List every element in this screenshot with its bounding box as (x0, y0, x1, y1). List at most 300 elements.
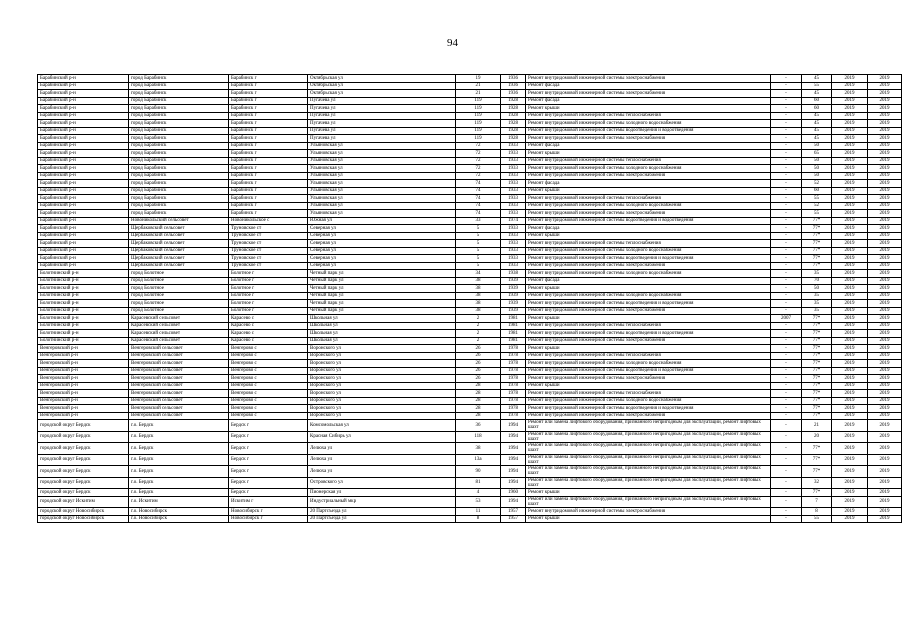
cell-municipality: Карасевский сельсовет (129, 315, 229, 323)
cell-col10: 2019 (832, 431, 868, 443)
cell-municipality: город Болотное (129, 285, 229, 293)
cell-col11: 2019 (868, 337, 902, 345)
cell-year: 1978 (501, 405, 526, 413)
cell-col9: 50 (802, 165, 832, 173)
cell-district: городской округ Новосибирск (38, 508, 129, 516)
cell-street: Островского ул (308, 477, 456, 489)
cell-col10: 2019 (832, 315, 868, 323)
cell-col10: 2019 (832, 255, 868, 263)
cell-col8: - (771, 202, 802, 210)
cell-work-type: Ремонт или замена лифтового оборудования, признанного непригодным для эксплуатации, ремонт лифтовых шахт (526, 477, 771, 489)
cell-col10: 2019 (832, 90, 868, 98)
cell-work-type: Ремонт внутридомовой инженерной системы водоотведения и водоотведения (526, 127, 771, 135)
cell-settlement: Труновское ст (229, 232, 308, 240)
cell-municipality: город Барабинск (129, 82, 229, 90)
cell-col10: 2019 (832, 352, 868, 360)
table-row (38, 382, 902, 390)
cell-settlement: Барабинск г (229, 180, 308, 188)
cell-municipality: Карасевский сельсовет (129, 337, 229, 345)
cell-year: 1933 (501, 232, 526, 240)
cell-col11: 2019 (868, 232, 902, 240)
cell-year: 1933 (501, 165, 526, 173)
cell-district: Венгеровский р-н (38, 360, 129, 368)
table-row (38, 420, 902, 432)
cell-col8: - (771, 157, 802, 165)
table-row (38, 195, 902, 203)
cell-street: 20 Партсъезда ул (308, 515, 456, 523)
cell-col10: 2019 (832, 247, 868, 255)
cell-street: Октябрьская ул (308, 82, 456, 90)
cell-municipality: город Болотное (129, 277, 229, 285)
cell-street: Воронского ул (308, 367, 456, 375)
cell-col8: - (771, 75, 802, 83)
cell-district: Барабинский р-н (38, 120, 129, 128)
cell-street: Воронского ул (308, 397, 456, 405)
table-row (38, 225, 902, 233)
cell-col11: 2019 (868, 508, 902, 516)
cell-settlement: Венгерово с (229, 375, 308, 383)
cell-municipality: город Барабинск (129, 195, 229, 203)
cell-house: 34 (456, 270, 501, 278)
cell-col11: 2019 (868, 277, 902, 285)
cell-col8: - (771, 431, 802, 443)
cell-house: 33 (456, 217, 501, 225)
cell-col8: - (771, 240, 802, 248)
cell-col11: 2019 (868, 300, 902, 308)
cell-col9: 77* (802, 397, 832, 405)
cell-district: Барабинский р-н (38, 142, 129, 150)
cell-settlement: Труновское ст (229, 240, 308, 248)
cell-street: Ульяновская ул (308, 150, 456, 158)
cell-settlement: Карасево с (229, 315, 308, 323)
cell-work-type: Ремонт или замена лифтового оборудования, признанного непригодным для эксплуатации, ремонт лифтовых шахт (526, 454, 771, 466)
cell-house: 21 (456, 82, 501, 90)
cell-work-type: Ремонт внутридомовой инженерной системы холодного водоснабжения (526, 292, 771, 300)
cell-street: Северная ул (308, 255, 456, 263)
cell-work-type: Ремонт крыши (526, 345, 771, 353)
table-row (38, 97, 902, 105)
table-row (38, 322, 902, 330)
cell-col11: 2019 (868, 150, 902, 158)
cell-district: Барабинский р-н (38, 240, 129, 248)
cell-col8: - (771, 270, 802, 278)
cell-house: 28 (456, 397, 501, 405)
cell-work-type: Ремонт внутридомовой инженерной системы водоотведения и водоотведения (526, 255, 771, 263)
table-row (38, 112, 902, 120)
cell-col8: - (771, 292, 802, 300)
cell-house: 74 (456, 180, 501, 188)
cell-street: Воронского ул (308, 375, 456, 383)
table-row (38, 466, 902, 478)
cell-house: 74 (456, 195, 501, 203)
cell-work-type: Ремонт фасада (526, 97, 771, 105)
cell-work-type: Ремонт внутридомовой инженерной системы электроснабжения (526, 375, 771, 383)
cell-year: 1994 (501, 420, 526, 432)
cell-district: городской округ Бердск (38, 466, 129, 478)
cell-col10: 2019 (832, 360, 868, 368)
cell-district: Венгеровский р-н (38, 367, 129, 375)
cell-col9: 50 (802, 285, 832, 293)
cell-col11: 2019 (868, 172, 902, 180)
cell-municipality: город Барабинск (129, 142, 229, 150)
table-row (38, 397, 902, 405)
cell-district: Барабинский р-н (38, 232, 129, 240)
cell-col9: 52 (802, 180, 832, 188)
cell-col11: 2019 (868, 382, 902, 390)
cell-work-type: Ремонт внутридомовой инженерной системы теплоснабжения (526, 322, 771, 330)
cell-house: 28 (456, 405, 501, 413)
cell-settlement: Венгерово с (229, 345, 308, 353)
cell-col11: 2019 (868, 157, 902, 165)
cell-year: 1928 (501, 97, 526, 105)
cell-col9: 77* (802, 232, 832, 240)
cell-col10: 2019 (832, 172, 868, 180)
cell-house: 38 (456, 443, 501, 455)
cell-district: Болотнинский р-н (38, 292, 129, 300)
cell-street: Ульяновская ул (308, 180, 456, 188)
cell-col10: 2019 (832, 337, 868, 345)
cell-col9: 45 (802, 120, 832, 128)
cell-year: 1933 (501, 180, 526, 188)
cell-work-type: Ремонт внутридомовой инженерной системы электроснабжения (526, 508, 771, 516)
cell-work-type: Ремонт крыши (526, 150, 771, 158)
cell-district: Барабинский р-н (38, 262, 129, 270)
cell-settlement: Болотное г (229, 307, 308, 315)
cell-year: 1939 (501, 292, 526, 300)
cell-district: Барабинский р-н (38, 210, 129, 218)
cell-work-type: Ремонт крыши (526, 489, 771, 497)
cell-col9: 77* (802, 412, 832, 420)
cell-col11: 2019 (868, 225, 902, 233)
cell-col8: - (771, 120, 802, 128)
table-row (38, 262, 902, 270)
cell-work-type: Ремонт внутридомовой инженерной системы электроснабжения (526, 172, 771, 180)
cell-house: 2 (456, 322, 501, 330)
cell-col9: 77* (802, 345, 832, 353)
cell-col11: 2019 (868, 443, 902, 455)
cell-col11: 2019 (868, 247, 902, 255)
cell-col8: - (771, 82, 802, 90)
cell-house: 119 (456, 97, 501, 105)
cell-district: Венгеровский р-н (38, 405, 129, 413)
cell-col11: 2019 (868, 165, 902, 173)
cell-district: городской округ Новосибирск (38, 515, 129, 523)
cell-year: 1933 (501, 150, 526, 158)
cell-col8: - (771, 443, 802, 455)
cell-work-type: Ремонт внутридомовой инженерной системы электроснабжения (526, 262, 771, 270)
cell-col10: 2019 (832, 195, 868, 203)
cell-col10: 2019 (832, 210, 868, 218)
cell-district: Барабинский р-н (38, 82, 129, 90)
cell-col9: 21 (802, 420, 832, 432)
cell-street: Ульяновская ул (308, 172, 456, 180)
cell-work-type: Ремонт внутридомовой инженерной системы холодного водоснабжения (526, 202, 771, 210)
cell-district: Барабинский р-н (38, 225, 129, 233)
cell-settlement: Барабинск г (229, 157, 308, 165)
cell-col10: 2019 (832, 270, 868, 278)
cell-district: Болотнинский р-н (38, 270, 129, 278)
cell-house: 28 (456, 412, 501, 420)
cell-municipality: город Барабинск (129, 150, 229, 158)
cell-col11: 2019 (868, 195, 902, 203)
cell-work-type: Ремонт фасада (526, 277, 771, 285)
cell-house: 5 (456, 262, 501, 270)
cell-year: 1933 (501, 240, 526, 248)
cell-col10: 2019 (832, 345, 868, 353)
cell-col9: 77* (802, 322, 832, 330)
cell-house: 26 (456, 367, 501, 375)
cell-municipality: Венгеровский сельсовет (129, 345, 229, 353)
cell-year: 1933 (501, 172, 526, 180)
cell-year: 1933 (501, 157, 526, 165)
cell-house: 74 (456, 187, 501, 195)
cell-col9: 60 (802, 97, 832, 105)
cell-col11: 2019 (868, 477, 902, 489)
cell-settlement: Венгерово с (229, 352, 308, 360)
cell-street: Ульяновская ул (308, 195, 456, 203)
cell-year: 1978 (501, 412, 526, 420)
cell-municipality: г.о. Бердск (129, 466, 229, 478)
cell-year: 1978 (501, 382, 526, 390)
cell-district: Барабинский р-н (38, 97, 129, 105)
cell-year: 1939 (501, 307, 526, 315)
cell-district: Барабинский р-н (38, 247, 129, 255)
cell-col9: 45 (802, 112, 832, 120)
cell-settlement: Труновское ст (229, 225, 308, 233)
cell-year: 1928 (501, 120, 526, 128)
cell-col8: - (771, 97, 802, 105)
cell-work-type: Ремонт внутридомовой инженерной системы электроснабжения (526, 337, 771, 345)
cell-district: Болотнинский р-н (38, 330, 129, 338)
cell-street: Ульяновская ул (308, 210, 456, 218)
cell-house: 72 (456, 172, 501, 180)
cell-col11: 2019 (868, 397, 902, 405)
cell-municipality: город Барабинск (129, 165, 229, 173)
cell-col8: - (771, 90, 802, 98)
cell-col9: 55 (802, 210, 832, 218)
cell-street: Четный парк ул (308, 277, 456, 285)
cell-col8: - (771, 247, 802, 255)
cell-col11: 2019 (868, 120, 902, 128)
table-row (38, 90, 902, 98)
cell-municipality: г.о. Бердск (129, 420, 229, 432)
cell-district: Венгеровский р-н (38, 352, 129, 360)
cell-district: городской округ Бердск (38, 443, 129, 455)
cell-year: 1978 (501, 390, 526, 398)
cell-district: Болотнинский р-н (38, 285, 129, 293)
cell-col10: 2019 (832, 232, 868, 240)
cell-district: городской округ Бердск (38, 477, 129, 489)
table-row (38, 477, 902, 489)
cell-year: 1933 (501, 202, 526, 210)
table-row (38, 217, 902, 225)
cell-district: Барабинский р-н (38, 180, 129, 188)
cell-year: 1960 (501, 489, 526, 497)
cell-work-type: Ремонт крыши (526, 105, 771, 113)
cell-work-type: Ремонт внутридомовой инженерной системы холодного водоснабжения (526, 120, 771, 128)
cell-settlement: Болотное г (229, 292, 308, 300)
cell-house: 28 (456, 382, 501, 390)
cell-district: городской округ Бердск (38, 489, 129, 497)
table-row (38, 390, 902, 398)
cell-col8: - (771, 112, 802, 120)
cell-col8: - (771, 142, 802, 150)
cell-col8: - (771, 420, 802, 432)
cell-district: Барабинский р-н (38, 105, 129, 113)
cell-year: 1978 (501, 352, 526, 360)
cell-year: 1928 (501, 127, 526, 135)
cell-col8: - (771, 285, 802, 293)
cell-municipality: город Болотное (129, 292, 229, 300)
table-row (38, 135, 902, 143)
cell-work-type: Ремонт крыши (526, 285, 771, 293)
cell-district: Болотнинский р-н (38, 322, 129, 330)
cell-col11: 2019 (868, 142, 902, 150)
table-row (38, 232, 902, 240)
cell-settlement: Карасево с (229, 337, 308, 345)
cell-col9: 77* (802, 405, 832, 413)
table-row (38, 431, 902, 443)
cell-col11: 2019 (868, 496, 902, 508)
cell-district: Барабинский р-н (38, 112, 129, 120)
cell-district: Барабинский р-н (38, 195, 129, 203)
cell-street: Лелюха ул (308, 466, 456, 478)
table-row (38, 285, 902, 293)
cell-col8: - (771, 195, 802, 203)
cell-col9: 77* (802, 382, 832, 390)
cell-col8: - (771, 375, 802, 383)
cell-district: Барабинский р-н (38, 217, 129, 225)
cell-work-type: Ремонт крыши (526, 515, 771, 523)
cell-col10: 2019 (832, 135, 868, 143)
cell-district: Венгеровский р-н (38, 345, 129, 353)
cell-col8: - (771, 352, 802, 360)
cell-work-type: Ремонт фасада (526, 82, 771, 90)
cell-col8: - (771, 232, 802, 240)
cell-district: городской округ Бердск (38, 420, 129, 432)
table-row (38, 247, 902, 255)
cell-street: Ульяновская ул (308, 142, 456, 150)
cell-col11: 2019 (868, 345, 902, 353)
cell-col8: - (771, 345, 802, 353)
cell-street: Пугачева ул (308, 112, 456, 120)
cell-col11: 2019 (868, 270, 902, 278)
cell-year: 1978 (501, 367, 526, 375)
cell-street: Четный парк ул (308, 300, 456, 308)
cell-municipality: Венгеровский сельсовет (129, 397, 229, 405)
cell-col10: 2019 (832, 397, 868, 405)
cell-municipality: Карасевский сельсовет (129, 330, 229, 338)
cell-work-type: Ремонт внутридомовой инженерной системы водоотведения и водоотведения (526, 367, 771, 375)
cell-street: Северная ул (308, 240, 456, 248)
cell-work-type: Ремонт внутридомовой инженерной системы холодного водоснабжения (526, 247, 771, 255)
cell-municipality: город Болотное (129, 307, 229, 315)
cell-street: Воронского ул (308, 412, 456, 420)
cell-district: Венгеровский р-н (38, 397, 129, 405)
cell-year: 1974 (501, 217, 526, 225)
cell-municipality: город Барабинск (129, 97, 229, 105)
cell-street: Школьная ул (308, 315, 456, 323)
cell-house: 11 (456, 508, 501, 516)
cell-col9: 77* (802, 225, 832, 233)
cell-house: 38 (456, 300, 501, 308)
cell-settlement: Бердск г (229, 420, 308, 432)
cell-year: 1994 (501, 454, 526, 466)
cell-col8: - (771, 508, 802, 516)
cell-col11: 2019 (868, 135, 902, 143)
cell-col11: 2019 (868, 217, 902, 225)
cell-col8: - (771, 300, 802, 308)
cell-house: 5 (456, 255, 501, 263)
cell-municipality: город Барабинск (129, 112, 229, 120)
cell-settlement: Венгерово с (229, 397, 308, 405)
cell-col10: 2019 (832, 277, 868, 285)
cell-col9: 77* (802, 390, 832, 398)
cell-col11: 2019 (868, 262, 902, 270)
cell-col8: - (771, 337, 802, 345)
cell-street: Пугачева ул (308, 127, 456, 135)
cell-col8: - (771, 105, 802, 113)
cell-col10: 2019 (832, 112, 868, 120)
cell-col8: - (771, 322, 802, 330)
cell-col10: 2019 (832, 157, 868, 165)
cell-district: Венгеровский р-н (38, 390, 129, 398)
table-row (38, 292, 902, 300)
table-row (38, 172, 902, 180)
cell-work-type: Ремонт крыши (526, 232, 771, 240)
cell-street: Школьная ул (308, 330, 456, 338)
cell-col11: 2019 (868, 431, 902, 443)
cell-col10: 2019 (832, 508, 868, 516)
cell-settlement: Новосибирск г (229, 508, 308, 516)
cell-year: 1994 (501, 431, 526, 443)
table-row (38, 337, 902, 345)
cell-municipality: г.о. Новосибирск (129, 508, 229, 516)
cell-col9: 77* (802, 240, 832, 248)
cell-col8: - (771, 217, 802, 225)
cell-year: 1978 (501, 375, 526, 383)
cell-col11: 2019 (868, 97, 902, 105)
cell-work-type: Ремонт внутридомовой инженерной системы водоотведения и водоотведения (526, 330, 771, 338)
cell-col11: 2019 (868, 292, 902, 300)
cell-col11: 2019 (868, 515, 902, 523)
cell-municipality: Щербаковский сельсовет (129, 232, 229, 240)
cell-col11: 2019 (868, 315, 902, 323)
cell-work-type: Ремонт фасада (526, 180, 771, 188)
cell-settlement: Барабинск г (229, 105, 308, 113)
cell-street: Южная ул (308, 217, 456, 225)
cell-settlement: Новосибирск г (229, 515, 308, 523)
cell-settlement: Барабинск г (229, 195, 308, 203)
cell-col9: 77* (802, 443, 832, 455)
cell-municipality: город Барабинск (129, 90, 229, 98)
table-row (38, 165, 902, 173)
cell-street: 20 Партсъезда ул (308, 508, 456, 516)
cell-work-type: Ремонт внутридомовой инженерной системы теплоснабжения (526, 240, 771, 248)
cell-house: 5 (456, 247, 501, 255)
cell-work-type: Ремонт крыши (526, 187, 771, 195)
cell-col9: 52 (802, 202, 832, 210)
cell-house: 119 (456, 127, 501, 135)
cell-municipality: г.о. Бердск (129, 443, 229, 455)
cell-district: Барабинский р-н (38, 157, 129, 165)
cell-col8: - (771, 330, 802, 338)
cell-year: 1928 (501, 105, 526, 113)
cell-col8: - (771, 477, 802, 489)
cell-municipality: город Болотное (129, 270, 229, 278)
cell-col8: - (771, 165, 802, 173)
cell-col10: 2019 (832, 300, 868, 308)
